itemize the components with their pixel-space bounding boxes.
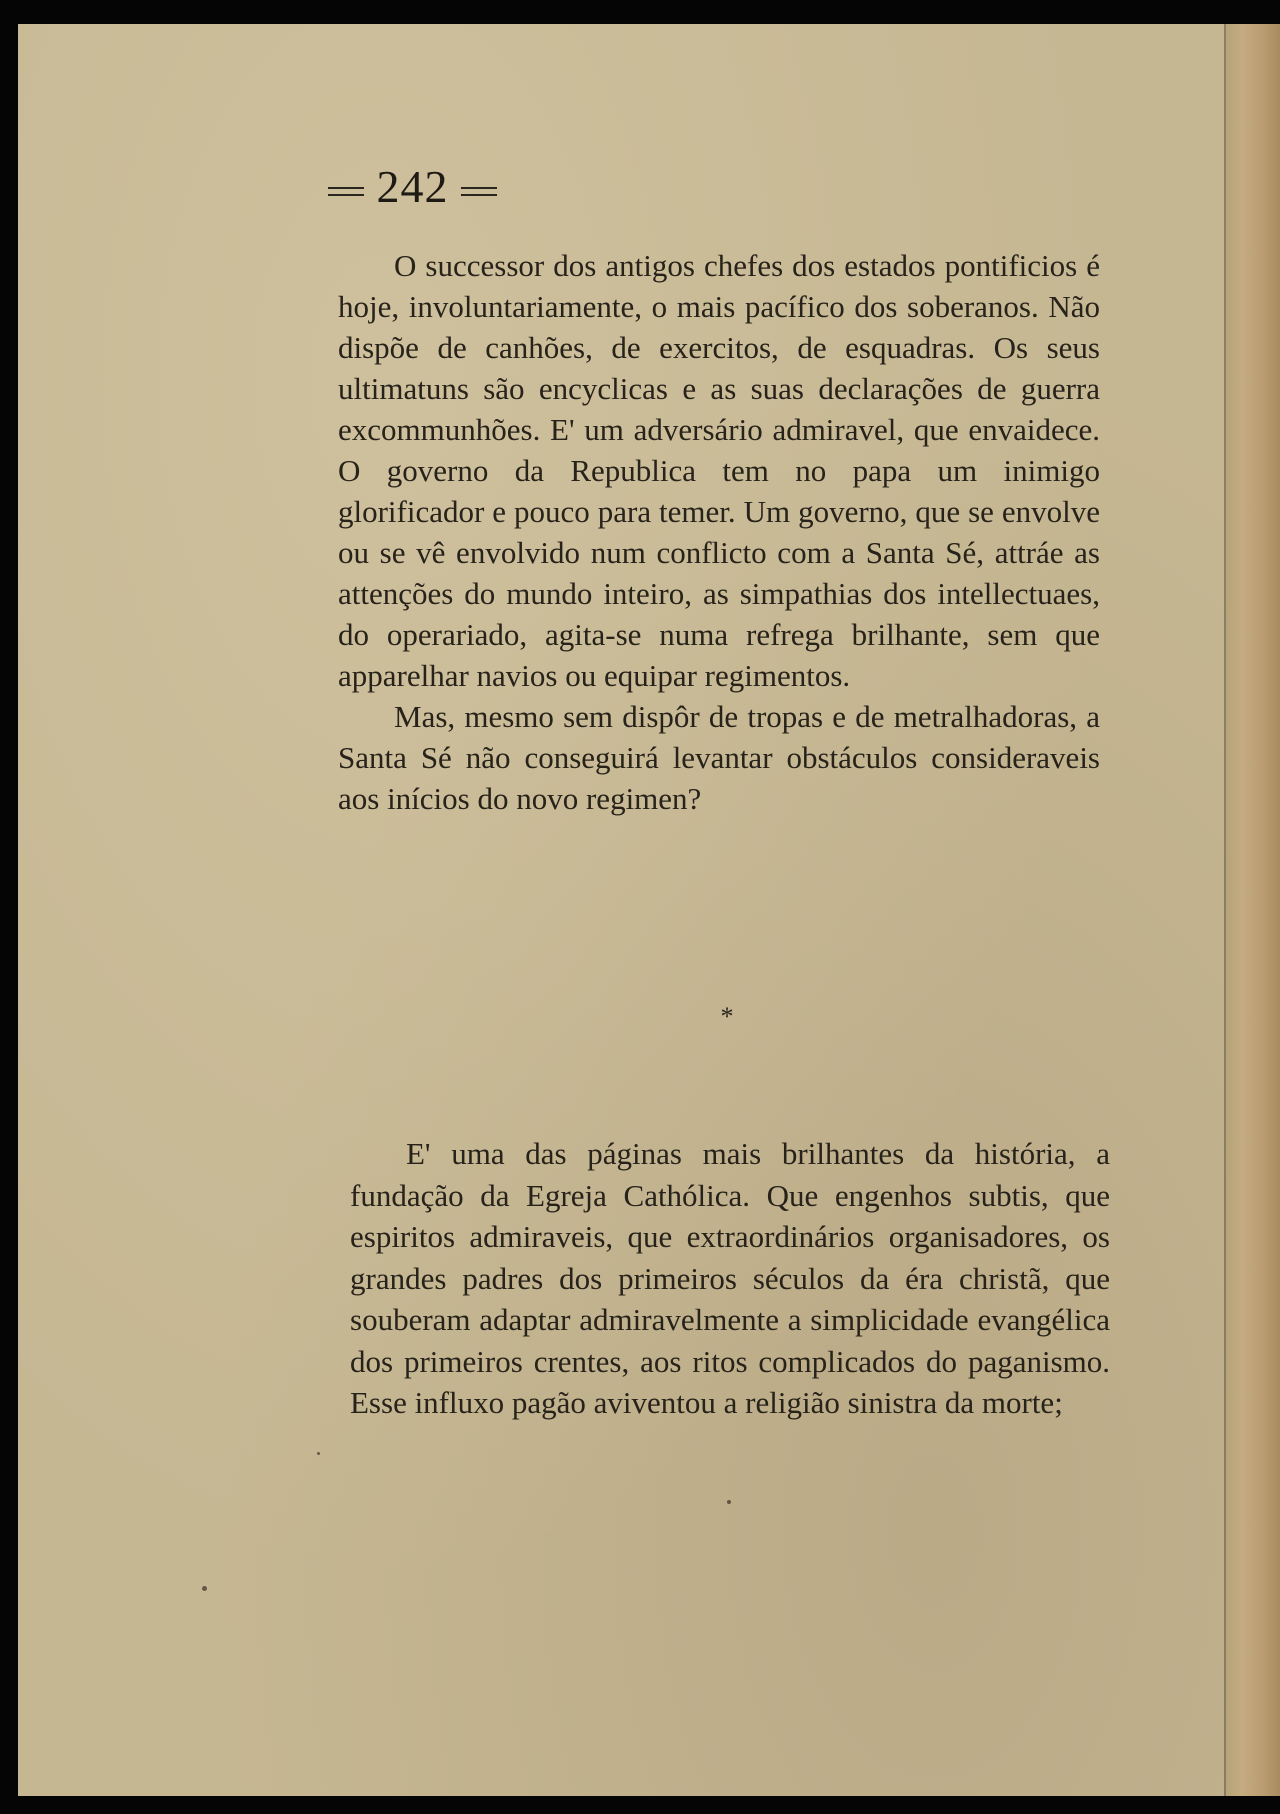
section-separator: * — [720, 1002, 734, 1031]
text-block-top — [338, 245, 1100, 819]
adjacent-page-edge — [1226, 24, 1280, 1796]
folio-dash-left — [328, 182, 364, 201]
folio-dash-right — [461, 182, 497, 201]
page-number — [328, 160, 538, 220]
page-number-text: 242 — [376, 161, 449, 212]
paragraph-santa-se: Mas, mesmo sem dispôr de tropas e de metralhadoras, a Santa Sé não conseguirá levantar obstáculos consideraveis aos inícios do novo regimen? — [338, 699, 1100, 816]
paper-speck — [727, 1500, 731, 1504]
paragraph-successor: O successor dos antigos chefes dos estados pontificios é hoje, involuntariamente, o mais pacífico dos soberanos. Não dispõe de canhões, de exercitos, de esquadras. Os seus ultimatuns são encyclicas e as suas declarações de guerra excommunhões. E' um adversário admiravel, que envaidece. O governo da Republica tem no papa um inimigo glorificador e pouco para temer. Um governo, que se envolve ou se vê envolvido num conflicto com a Santa Sé, attráe as attenções do mundo inteiro, as simpathias dos intellectuaes, do operariado, agita-se numa refrega brilhante, sem que apparelhar navios ou equipar regimentos. — [338, 248, 1100, 693]
paper-speck — [317, 1452, 320, 1455]
text-block-bottom — [350, 1133, 1110, 1424]
paragraph-egreja: E' uma das páginas mais brilhantes da história, a fundação da Egreja Cathólica. Que engenhos subtis, que espiritos admiraveis, que extraordinários organisadores, os grandes padres dos primeiros séculos da éra christã, que souberam adaptar admiravelmente a simplicidade evangélica dos primeiros crentes, aos ritos complicados do paganismo. Esse influxo pagão aviventou a religião sinistra da morte; — [350, 1136, 1110, 1420]
paper-speck — [202, 1586, 207, 1591]
